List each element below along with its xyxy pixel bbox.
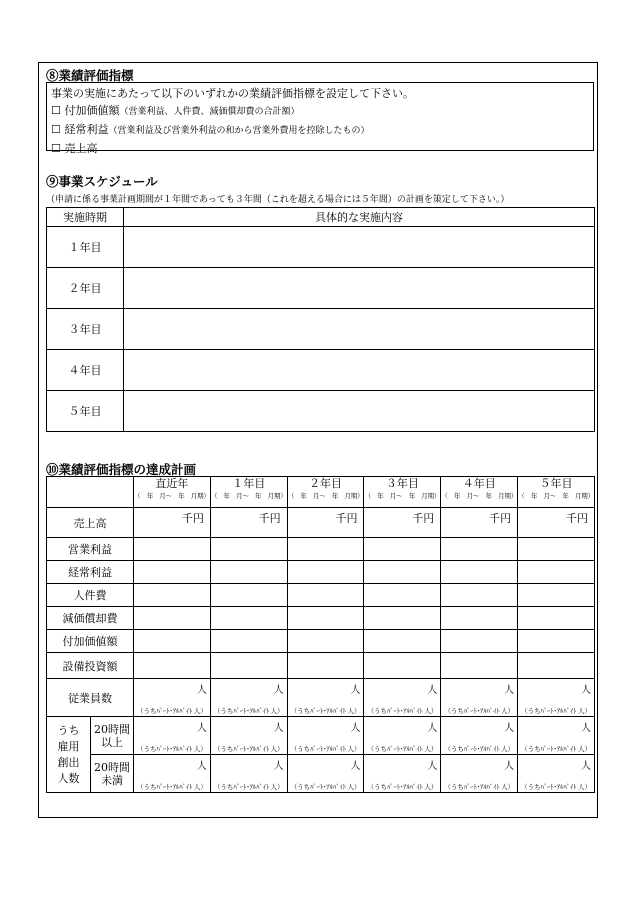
row-label: 設備投資額 (47, 653, 134, 679)
column-label: １年目 (232, 477, 266, 490)
value-cell[interactable] (287, 561, 364, 584)
value-cell[interactable]: 千円 (441, 508, 518, 538)
person-cell[interactable] (364, 755, 441, 793)
plan-table (46, 476, 595, 793)
content-cell[interactable] (124, 268, 595, 309)
person-cell[interactable] (210, 679, 287, 717)
person-unit: 人 (504, 723, 515, 734)
section10-title: ⑩業績評価指標の達成計画 (46, 462, 197, 477)
year-label: ２年目 (47, 268, 124, 309)
value-cell[interactable] (441, 584, 518, 607)
row-label: 従業員数 (47, 679, 134, 717)
part-time-note: （うちﾊﾟｰﾄ･ｱﾙﾊﾞｲﾄ 人） (521, 783, 591, 791)
part-time-note: （うちﾊﾟｰﾄ･ｱﾙﾊﾞｲﾄ 人） (213, 707, 284, 715)
year-label: ３年目 (47, 309, 124, 350)
column-period: （ 年 月～ 年 月期） (134, 492, 210, 500)
value-cell[interactable]: 千円 (287, 508, 364, 538)
value-cell[interactable] (518, 653, 595, 679)
value-cell[interactable] (518, 607, 595, 630)
value-cell[interactable] (518, 584, 595, 607)
value-cell[interactable] (287, 584, 364, 607)
part-time-note: （うちﾊﾟｰﾄ･ｱﾙﾊﾞｲﾄ 人） (290, 745, 361, 753)
row-label: 営業利益 (47, 538, 134, 561)
col-content: 具体的な実施内容 (124, 208, 595, 227)
part-time-note: （うちﾊﾟｰﾄ･ｱﾙﾊﾞｲﾄ 人） (290, 707, 361, 715)
person-unit: 人 (427, 723, 438, 734)
part-time-note: （うちﾊﾟｰﾄ･ｱﾙﾊﾞｲﾄ 人） (137, 783, 207, 791)
person-cell[interactable] (441, 679, 518, 717)
person-cell[interactable] (287, 717, 364, 755)
part-time-note: （うちﾊﾟｰﾄ･ｱﾙﾊﾞｲﾄ 人） (137, 707, 207, 715)
person-unit: 人 (504, 761, 515, 772)
indicator-intro: 事業の実施にあたって以下のいずれかの業績評価指標を設定して下さい。 (51, 87, 414, 100)
year-label: １年目 (47, 227, 124, 268)
part-time-note: （うちﾊﾟｰﾄ･ｱﾙﾊﾞｲﾄ 人） (367, 707, 438, 715)
row-label: 付加価値額 (47, 630, 134, 653)
column-label: ２年目 (309, 477, 343, 490)
checkbox-icon[interactable]: ☐ (51, 104, 61, 117)
person-cell[interactable] (134, 679, 211, 717)
year-label: ５年目 (47, 391, 124, 432)
hours-over-20-label: 20時間 以上 (91, 717, 134, 755)
value-cell[interactable] (518, 538, 595, 561)
column-header (287, 477, 364, 508)
value-cell[interactable] (134, 561, 211, 584)
column-header (364, 477, 441, 508)
row-label: 人件費 (47, 584, 134, 607)
value-cell[interactable] (287, 630, 364, 653)
person-unit: 人 (273, 685, 284, 696)
person-unit: 人 (581, 761, 591, 772)
value-cell[interactable]: 千円 (364, 508, 441, 538)
schedule-note: （申請に係る事業計画期間が１年間であっても３年間（これを超える場合には５年間）の計画を策定して下さい。） (46, 195, 510, 205)
value-cell[interactable] (287, 607, 364, 630)
value-cell[interactable] (364, 561, 441, 584)
value-cell[interactable] (134, 630, 211, 653)
value-cell[interactable] (518, 561, 595, 584)
part-time-note: （うちﾊﾟｰﾄ･ｱﾙﾊﾞｲﾄ 人） (290, 783, 361, 791)
value-cell[interactable] (518, 630, 595, 653)
person-unit: 人 (581, 723, 591, 734)
column-header (210, 477, 287, 508)
content-cell[interactable] (124, 391, 595, 432)
value-cell[interactable]: 千円 (518, 508, 595, 538)
year-label: ４年目 (47, 350, 124, 391)
person-unit: 人 (350, 761, 361, 772)
person-unit: 人 (196, 723, 207, 734)
section9-title: ⑨事業スケジュール (46, 174, 158, 189)
person-cell[interactable] (134, 717, 211, 755)
person-cell[interactable] (210, 755, 287, 793)
part-time-note: （うちﾊﾟｰﾄ･ｱﾙﾊﾞｲﾄ 人） (367, 783, 438, 791)
person-cell[interactable] (364, 717, 441, 755)
column-label: ３年目 (385, 477, 419, 490)
column-period: （ 年 月～ 年 月期） (441, 492, 518, 500)
part-time-note: （うちﾊﾟｰﾄ･ｱﾙﾊﾞｲﾄ 人） (367, 745, 438, 753)
column-label: ４年目 (462, 477, 496, 490)
value-cell[interactable] (441, 630, 518, 653)
content-cell[interactable] (124, 309, 595, 350)
value-cell[interactable] (134, 653, 211, 679)
value-cell[interactable] (364, 538, 441, 561)
checkbox-icon[interactable]: ☐ (51, 142, 61, 155)
person-cell[interactable] (210, 717, 287, 755)
column-header (518, 477, 595, 508)
column-header (441, 477, 518, 508)
col-period: 実施時期 (47, 208, 124, 227)
person-cell[interactable] (518, 679, 595, 717)
schedule-table (46, 207, 595, 432)
value-cell[interactable] (364, 607, 441, 630)
option-value-added[interactable]: ☐ 付加価値額（営業利益、人件費、減価償却費の合計額） (51, 104, 300, 117)
value-cell[interactable]: 千円 (210, 508, 287, 538)
value-cell[interactable] (134, 538, 211, 561)
person-cell[interactable] (518, 717, 595, 755)
row-label: 減価償却費 (47, 607, 134, 630)
person-cell[interactable] (518, 755, 595, 793)
value-cell[interactable] (441, 607, 518, 630)
value-cell[interactable] (441, 538, 518, 561)
person-unit: 人 (350, 723, 361, 734)
value-cell[interactable] (441, 653, 518, 679)
person-cell[interactable] (441, 717, 518, 755)
value-cell[interactable] (210, 653, 287, 679)
option-ordinary-profit[interactable]: ☐ 経常利益（営業利益及び営業外利益の和から営業外費用を控除したもの） (51, 123, 370, 136)
section8-title: ⑧業績評価指標 (46, 68, 134, 83)
value-cell[interactable] (134, 607, 211, 630)
person-cell[interactable] (287, 679, 364, 717)
value-cell[interactable] (210, 561, 287, 584)
value-cell[interactable] (441, 561, 518, 584)
value-cell[interactable] (364, 653, 441, 679)
person-cell[interactable] (364, 679, 441, 717)
value-cell[interactable] (210, 538, 287, 561)
column-period: （ 年 月～ 年 月期） (364, 492, 441, 500)
person-unit: 人 (350, 685, 361, 696)
content-cell[interactable] (124, 227, 595, 268)
person-unit: 人 (581, 685, 591, 696)
value-cell[interactable] (287, 538, 364, 561)
column-label: 直近年 (155, 477, 189, 490)
column-period: （ 年 月～ 年 月期） (287, 492, 364, 500)
corner-cell (47, 477, 134, 508)
column-period: （ 年 月～ 年 月期） (210, 492, 287, 500)
content-cell[interactable] (124, 350, 595, 391)
part-time-note: （うちﾊﾟｰﾄ･ｱﾙﾊﾞｲﾄ 人） (213, 745, 284, 753)
column-period: （ 年 月～ 年 月期） (518, 492, 594, 500)
part-time-note: （うちﾊﾟｰﾄ･ｱﾙﾊﾞｲﾄ 人） (521, 707, 591, 715)
checkbox-icon[interactable]: ☐ (51, 123, 61, 136)
person-unit: 人 (427, 685, 438, 696)
option-sales[interactable]: ☐ 売上高 (51, 142, 98, 155)
person-unit: 人 (273, 723, 284, 734)
value-cell[interactable] (364, 584, 441, 607)
column-header (134, 477, 211, 508)
part-time-note: （うちﾊﾟｰﾄ･ｱﾙﾊﾞｲﾄ 人） (444, 745, 515, 753)
person-cell[interactable] (441, 755, 518, 793)
part-time-note: （うちﾊﾟｰﾄ･ｱﾙﾊﾞｲﾄ 人） (444, 707, 515, 715)
indicator-box (46, 82, 594, 155)
value-cell[interactable] (210, 607, 287, 630)
person-unit: 人 (504, 685, 515, 696)
part-time-note: （うちﾊﾟｰﾄ･ｱﾙﾊﾞｲﾄ 人） (521, 745, 591, 753)
person-unit: 人 (273, 761, 284, 772)
person-unit: 人 (427, 761, 438, 772)
value-cell[interactable] (210, 630, 287, 653)
value-cell[interactable] (210, 584, 287, 607)
value-cell[interactable]: 千円 (134, 508, 211, 538)
person-cell[interactable] (287, 755, 364, 793)
value-cell[interactable] (287, 653, 364, 679)
part-time-note: （うちﾊﾟｰﾄ･ｱﾙﾊﾞｲﾄ 人） (137, 745, 207, 753)
person-cell[interactable] (134, 755, 211, 793)
person-unit: 人 (196, 685, 207, 696)
hours-under-20-label: 20時間 未満 (91, 755, 134, 793)
column-label: ５年目 (539, 477, 573, 490)
part-time-note: （うちﾊﾟｰﾄ･ｱﾙﾊﾞｲﾄ 人） (213, 783, 284, 791)
row-label: 経常利益 (47, 561, 134, 584)
part-time-note: （うちﾊﾟｰﾄ･ｱﾙﾊﾞｲﾄ 人） (444, 783, 515, 791)
person-unit: 人 (196, 761, 207, 772)
value-cell[interactable] (364, 630, 441, 653)
row-label: 売上高 (47, 508, 134, 538)
value-cell[interactable] (134, 584, 211, 607)
job-creation-label: うち 雇用 創出 人数 (47, 717, 91, 793)
